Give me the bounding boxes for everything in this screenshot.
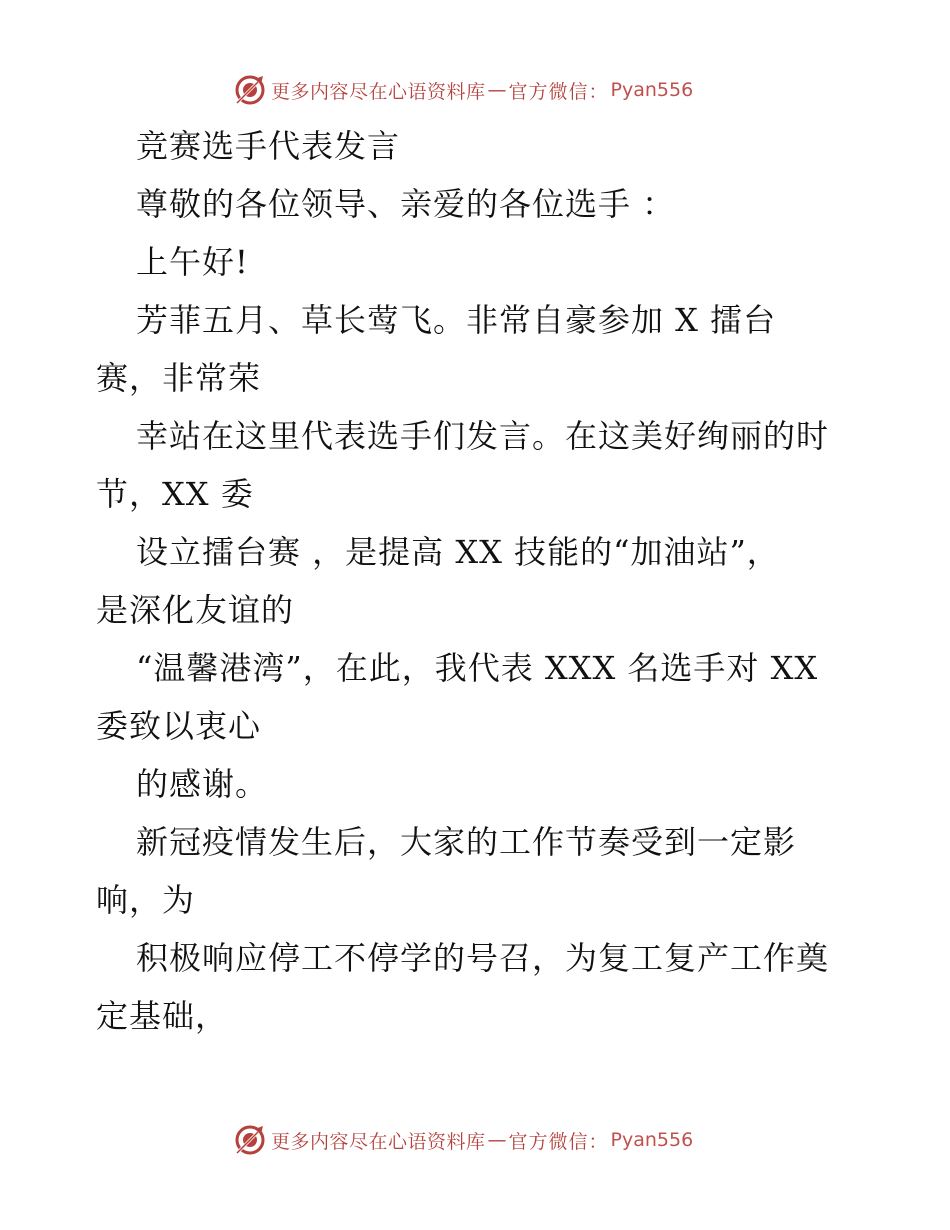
watermark-dash: — xyxy=(487,1129,507,1151)
watermark-subtitle: 官方微信： xyxy=(508,1130,609,1153)
salutation: 尊敬的各位领导、亲爱的各位选手 ： xyxy=(136,185,676,223)
watermark-wechat-id: Pyan556 xyxy=(610,79,694,101)
paragraph-line: “温馨港湾”，在此，我代表 XXX 名选手对 XX xyxy=(136,649,819,687)
document-title: 竞赛选手代表发言 xyxy=(136,127,401,165)
paragraph-line: 节，XX 委 xyxy=(96,475,254,513)
paragraph-line: 的感谢。 xyxy=(136,765,269,803)
paragraph-line: 定基础， xyxy=(96,997,229,1035)
paragraph-line: 新冠疫情发生后，大家的工作节奏受到一定影 xyxy=(136,823,797,861)
paragraph-line: 芳菲五月、草长莺飞。非常自豪参加 X 擂台 xyxy=(136,301,777,339)
paragraph-line: 赛，非常荣 xyxy=(96,359,262,397)
watermark-subtitle: 官方微信： xyxy=(508,80,609,103)
paragraph-line: 设立擂台赛 ，是提高 XX 技能的“加油站”， xyxy=(136,533,780,571)
paragraph-line: 积极响应停工不停学的号召，为复工复产工作奠 xyxy=(136,939,830,977)
footer-watermark xyxy=(233,1122,693,1158)
greeting: 上午好! xyxy=(136,243,249,281)
header-watermark xyxy=(233,72,693,108)
document-body xyxy=(96,117,856,1045)
watermark-brand: 更多内容尽在心语资料库 xyxy=(271,1130,486,1153)
paragraph-line: 响，为 xyxy=(96,881,196,919)
watermark-wechat-id: Pyan556 xyxy=(610,1129,694,1151)
quill-logo-icon xyxy=(233,1123,267,1157)
watermark-dash: — xyxy=(487,79,507,101)
paragraph-line: 幸站在这里代表选手们发言。在这美好绚丽的时 xyxy=(136,417,830,455)
watermark-brand: 更多内容尽在心语资料库 xyxy=(271,80,486,103)
paragraph-line: 是深化友谊的 xyxy=(96,591,295,629)
paragraph-line: 委致以衷心 xyxy=(96,707,262,745)
quill-logo-icon xyxy=(233,73,267,107)
